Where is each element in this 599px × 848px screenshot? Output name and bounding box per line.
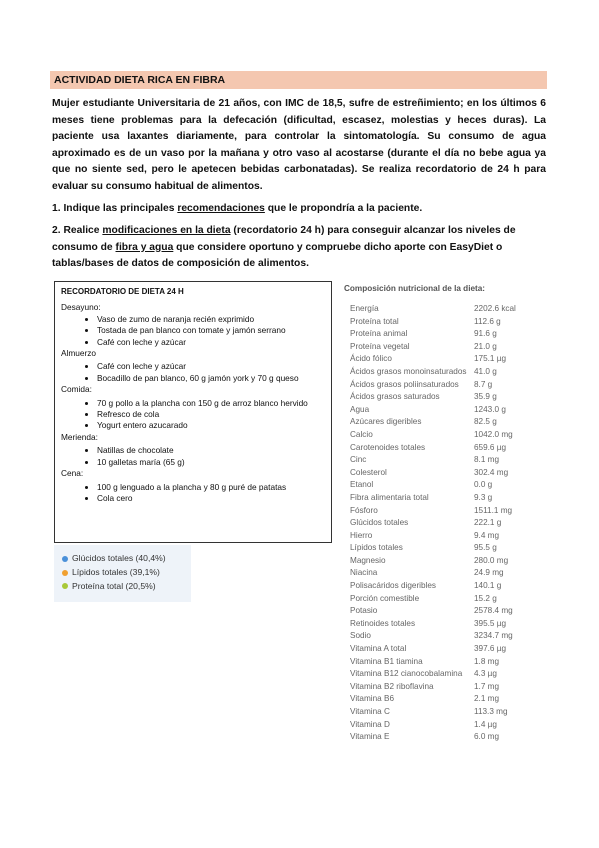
nutrient-name: Proteína vegetal	[350, 341, 410, 351]
nutrient-value: 6.0 mg	[474, 732, 500, 742]
question-1-text-end: que le propondría a la paciente.	[264, 203, 423, 214]
nutrient-value: 395.5 µg	[474, 618, 507, 628]
question-2-text-a: 2. Realice	[52, 225, 103, 236]
nutrient-name: Ácido fólico	[350, 354, 392, 364]
meal-list-almuerzo	[61, 361, 325, 384]
nutrient-value: 35.9 g	[474, 392, 497, 402]
nutrient-value: 9.4 mg	[474, 530, 500, 540]
nutrition-composition-table	[350, 303, 550, 744]
question-2-text-c: que considere oportuno y compruebe dicho aporte con EasyDiet o tablas/bases de datos de composición de alimentos.	[52, 241, 503, 270]
nutrient-value: 21.0 g	[474, 341, 497, 351]
nutrient-value: 659.6 µg	[474, 442, 507, 452]
table-row	[350, 316, 550, 329]
table-row	[350, 719, 550, 732]
nutrient-name: Ácidos grasos saturados	[350, 392, 440, 402]
nutrient-name: Vitamina B6	[350, 694, 394, 704]
nutrient-value: 112.6 g	[474, 316, 501, 326]
nutrient-value: 140.1 g	[474, 581, 502, 591]
meal-list-merienda	[61, 445, 325, 468]
nutrient-value: 0.0 g	[474, 480, 493, 490]
activity-title: ACTIVIDAD DIETA RICA EN FIBRA	[50, 71, 547, 89]
table-row	[350, 630, 550, 643]
question-2	[52, 223, 546, 273]
nutrient-value: 1.7 mg	[474, 681, 500, 691]
table-row	[350, 593, 550, 606]
table-row	[350, 517, 550, 530]
nutrient-value: 280.0 mg	[474, 555, 509, 565]
list-item: • Bocadillo de pan blanco, 60 g jamón york y 70 g queso	[97, 373, 325, 384]
nutrient-name: Niacina	[350, 568, 378, 578]
list-item: • Café con leche y azúcar	[97, 337, 325, 348]
nutrient-value: 1.4 µg	[474, 719, 497, 729]
nutrient-value: 397.6 µg	[474, 644, 507, 654]
legend-dot-icon	[62, 570, 68, 576]
nutrient-value: 9.3 g	[474, 492, 493, 502]
table-row	[350, 303, 550, 316]
table-row	[350, 706, 550, 719]
nutrient-value: 2202.6 kcal	[474, 304, 516, 313]
nutrient-value: 1.8 mg	[474, 656, 500, 666]
legend-label: Lípidos totales (39,1%)	[72, 566, 160, 577]
meal-label-comida: Comida:	[61, 384, 92, 395]
nutrient-name: Hierro	[350, 530, 373, 540]
table-row	[350, 366, 550, 379]
table-row	[350, 429, 550, 442]
nutrient-name: Vitamina A total	[350, 644, 407, 654]
nutrient-name: Vitamina B2 riboflavina	[350, 681, 434, 691]
table-row	[350, 567, 550, 580]
list-item: • 10 galletas maría (65 g)	[97, 457, 325, 468]
list-item: • 70 g pollo a la plancha con 150 g de arroz blanco hervido	[97, 398, 325, 409]
nutrient-value: 82.5 g	[474, 417, 497, 427]
question-1-underlined: recomendaciones	[177, 203, 265, 214]
nutrient-name: Colesterol	[350, 467, 387, 477]
question-2-underlined-b: fibra y agua	[115, 241, 174, 253]
table-row	[350, 580, 550, 593]
list-item: • Yogurt entero azucarado	[97, 420, 325, 431]
case-description: Mujer estudiante Universitaria de 21 años, con IMC de 18,5, sufre de estreñimiento; en los últimos 6 meses tiene problemas para la defecación (dificultad, escasez, molestias y heces duras). La paciente usa laxantes diariamente, para controlar la sintomatología. Su consumo de agua aproximado es de un vaso por la mañana y otro vaso al acostarse (durante el día no bebe agua ya que no siente sed, pero le apetecen bebidas carbonatadas). Se realiza recordatorio de 24 h para evaluar su consumo habitual de alimentos.	[52, 98, 546, 192]
nutrient-name: Agua	[350, 404, 370, 414]
nutrient-name: Sodio	[350, 631, 371, 641]
table-row	[350, 505, 550, 518]
question-2-text-b: (recordatorio 24 h) para conseguir alcanzar los niveles de consumo de	[52, 225, 516, 253]
legend-label: Glúcidos totales (40,4%)	[72, 553, 166, 563]
nutrient-value: 41.0 g	[474, 366, 497, 376]
list-item: • 100 g lenguado a la plancha y 80 g puré de patatas	[97, 482, 325, 493]
list-item: • Natillas de chocolate	[97, 445, 325, 456]
list-item: • Refresco de cola	[97, 409, 325, 420]
nutrient-name: Vitamina E	[350, 732, 390, 742]
nutrient-name: Proteína total	[350, 316, 399, 326]
nutrient-name: Vitamina C	[350, 707, 390, 716]
table-row	[350, 391, 550, 404]
legend-dot-icon	[62, 556, 68, 562]
table-row	[350, 731, 550, 744]
nutrient-name: Vitamina B1 tiamina	[350, 656, 423, 666]
legend-dot-icon	[62, 583, 68, 589]
nutrient-value: 113.3 mg	[474, 707, 508, 716]
question-1-text: 1. Indique las principales	[52, 203, 178, 214]
nutrient-value: 302.4 mg	[474, 467, 509, 477]
list-item: • Vaso de zumo de naranja recién exprimido	[97, 314, 325, 325]
list-item: • Cola cero	[97, 493, 325, 504]
nutrient-name: Proteína animal	[350, 329, 408, 339]
nutrient-name: Energía	[350, 304, 379, 313]
nutrient-name: Lípidos totales	[350, 543, 403, 553]
nutrient-name: Vitamina B12 cianocobalamina	[350, 669, 463, 679]
legend-item-glucidos	[62, 552, 183, 566]
meal-list-cena	[61, 482, 325, 505]
nutrition-composition-title: Composición nutricional de la dieta:	[344, 284, 486, 293]
table-row	[350, 479, 550, 492]
nutrient-value: 91.6 g	[474, 329, 497, 339]
nutrient-value: 8.1 mg	[474, 455, 500, 465]
table-row	[350, 656, 550, 669]
nutrient-name: Glúcidos totales	[350, 518, 409, 528]
nutrient-value: 222.1 g	[474, 518, 502, 528]
table-row	[350, 542, 550, 555]
nutrient-name: Potasio	[350, 606, 378, 616]
table-row	[350, 681, 550, 694]
nutrient-name: Fósforo	[350, 505, 378, 515]
table-row	[350, 442, 550, 455]
question-1	[52, 201, 546, 218]
nutrient-name: Ácidos grasos monoinsaturados	[350, 366, 467, 376]
nutrient-name: Porción comestible	[350, 593, 420, 603]
table-row	[350, 693, 550, 706]
nutrient-name: Polisacáridos digeribles	[350, 581, 437, 591]
list-item: • Café con leche y azúcar	[97, 361, 325, 372]
nutrient-value: 2.1 mg	[474, 694, 500, 704]
table-row	[350, 341, 550, 354]
table-row	[350, 555, 550, 568]
legend-item-lipidos	[62, 566, 183, 580]
table-row	[350, 530, 550, 543]
nutrient-name: Calcio	[350, 429, 373, 439]
nutrient-name: Magnesio	[350, 555, 386, 565]
nutrient-value: 95.5 g	[474, 543, 497, 553]
meal-list-desayuno	[61, 314, 325, 348]
table-row	[350, 467, 550, 480]
table-row	[350, 379, 550, 392]
nutrient-value: 2578.4 mg	[474, 606, 513, 616]
meal-label-almuerzo: Almuerzo	[61, 348, 97, 359]
nutrient-value: 1511.1 mg	[474, 505, 513, 515]
nutrient-value: 1042.0 mg	[474, 429, 513, 439]
list-item: • Tostada de pan blanco con tomate y jamón serrano	[97, 325, 325, 336]
legend-item-proteina	[62, 580, 183, 594]
nutrient-value: 175.1 µg	[474, 354, 507, 364]
nutrient-name: Fibra alimentaria total	[350, 492, 429, 502]
table-row	[350, 643, 550, 656]
nutrient-name: Azúcares digeribles	[350, 417, 422, 427]
meal-label-desayuno: Desayuno:	[61, 302, 101, 313]
diet-record-box	[54, 281, 332, 543]
nutrient-value: 1243.0 g	[474, 404, 506, 414]
macronutrient-legend	[54, 545, 191, 602]
table-row	[350, 454, 550, 467]
meal-label-merienda: Merienda:	[61, 431, 98, 442]
table-row	[350, 328, 550, 341]
nutrient-name: Vitamina D	[350, 719, 390, 729]
legend-label: Proteína total (20,5%)	[72, 580, 156, 591]
table-row	[350, 416, 550, 429]
table-row	[350, 404, 550, 417]
meal-list-comida	[61, 398, 325, 432]
nutrient-name: Ácidos grasos poliinsaturados	[350, 379, 459, 389]
nutrient-name: Carotenoides totales	[350, 442, 426, 452]
table-row	[350, 668, 550, 681]
nutrient-name: Cinc	[350, 455, 367, 465]
table-row	[350, 605, 550, 618]
nutrient-value: 15.2 g	[474, 593, 497, 603]
question-2-underlined-a: modificaciones en la dieta	[102, 225, 231, 236]
table-row	[350, 618, 550, 631]
diet-record-title: RECORDATORIO DE DIETA 24 H	[61, 287, 184, 296]
nutrient-value: 4.3 µg	[474, 669, 497, 679]
nutrient-value: 8.7 g	[474, 379, 493, 389]
meal-label-cena: Cena:	[61, 468, 84, 479]
nutrient-value: 3234.7 mg	[474, 631, 513, 641]
nutrient-name: Retinoides totales	[350, 618, 416, 628]
table-row	[350, 492, 550, 505]
table-row	[350, 353, 550, 366]
nutrient-name: Etanol	[350, 480, 374, 490]
nutrient-value: 24.9 mg	[474, 568, 504, 578]
